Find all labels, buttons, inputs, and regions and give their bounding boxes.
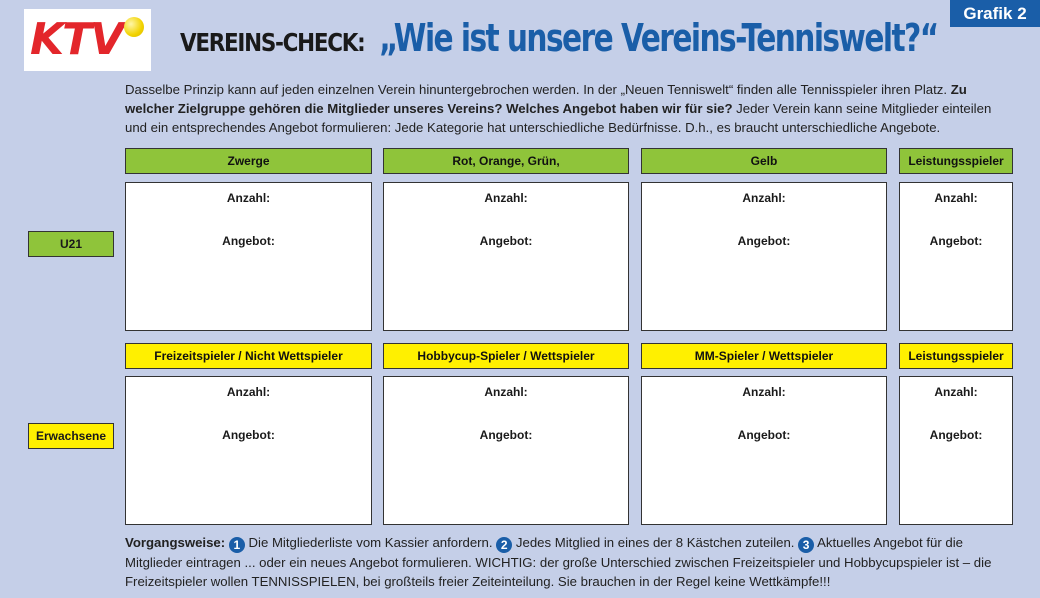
offer-label: Angebot: xyxy=(479,428,533,442)
page-title xyxy=(180,16,960,68)
box-u21-gelb[interactable] xyxy=(641,182,887,331)
count-label: Anzahl: xyxy=(484,191,528,205)
title-prefix: VEREINS-CHECK: xyxy=(180,28,365,57)
intro-question: Zu welcher Zielgruppe gehören die Mitglieder unseres Vereins? Welches Angebot haben wir für sie? xyxy=(125,82,967,116)
procedure-label: Vorgangsweise: xyxy=(125,535,226,550)
count-label: Anzahl: xyxy=(226,385,271,399)
box-erwachsene-mm-spieler[interactable] xyxy=(641,376,887,525)
offer-label: Angebot: xyxy=(929,428,983,442)
header-freizeitspieler: Freizeitspieler / Nicht Wettspieler xyxy=(125,343,372,369)
header-leistungsspieler-erwachsene: Leistungsspieler xyxy=(899,343,1013,369)
header-hobbycup-spieler: Hobbycup-Spieler / Wettspieler xyxy=(383,343,629,369)
row-label-erwachsene: Erwachsene xyxy=(28,423,114,449)
box-erwachsene-freizeitspieler[interactable] xyxy=(125,376,372,525)
count-label: Anzahl: xyxy=(484,385,528,399)
intro-line1: Dasselbe Prinzip kann auf jeden einzelnen Verein hinuntergebrochen werden. In der „Neuen Tenniswelt“ finden alle Tennisspieler ihren Platz. xyxy=(125,82,948,97)
tennis-ball-icon xyxy=(124,17,144,37)
header-leistungsspieler-u21: Leistungsspieler xyxy=(899,148,1013,174)
header-mm-spieler: MM-Spieler / Wettspieler xyxy=(641,343,887,369)
box-u21-leistungsspieler[interactable] xyxy=(899,182,1013,331)
count-label: Anzahl: xyxy=(742,191,786,205)
intro-text xyxy=(125,80,1015,137)
count-label: Anzahl: xyxy=(934,385,978,399)
header-gelb: Gelb xyxy=(641,148,887,174)
title-main: „Wie ist unsere Vereins-Tenniswelt?“ xyxy=(378,16,938,60)
box-u21-rot-orange-gruen[interactable] xyxy=(383,182,629,331)
step-3-text: Aktuelles Angebot für die Mitglieder eintragen ... oder ein neues Angebot formulieren. WICHTIG: der große Unterschied zwischen Freizeitspieler und Hobbycupspieler ist – die Freizeitspieler wollen TENNISSPIELEN, bei großteils freier Zeiteinteilung. Sie brauchen in der Regel keine Wettkämpfe!!! xyxy=(125,535,992,589)
step-3-icon: 3 xyxy=(798,537,814,553)
row-label-u21: U21 xyxy=(28,231,114,257)
count-label: Anzahl: xyxy=(742,385,786,399)
ktv-logo xyxy=(24,9,151,71)
step-1-text: Die Mitgliederliste vom Kassier anfordern. xyxy=(244,535,497,550)
box-u21-zwerge[interactable] xyxy=(125,182,372,331)
procedure-text xyxy=(125,533,1017,591)
logo-text: KTV xyxy=(30,14,123,65)
offer-label: Angebot: xyxy=(737,428,791,442)
header-rot-orange-gruen: Rot, Orange, Grün, xyxy=(383,148,629,174)
step-2-icon: 2 xyxy=(496,537,512,553)
offer-label: Angebot: xyxy=(929,234,983,248)
box-erwachsene-leistungsspieler[interactable] xyxy=(899,376,1013,525)
box-erwachsene-hobbycup[interactable] xyxy=(383,376,629,525)
figure-badge: Grafik 2 xyxy=(950,0,1040,27)
offer-label: Angebot: xyxy=(222,428,275,442)
count-label: Anzahl: xyxy=(226,191,271,205)
offer-label: Angebot: xyxy=(737,234,791,248)
intro-rest: Jeder Verein kann seine Mitglieder einteilen und ein entsprechendes Angebot formulieren: Jede Kategorie hat unterschiedliche Bedürfnisse. D.h., es braucht unterschiedliche Angebote. xyxy=(125,101,992,135)
count-label: Anzahl: xyxy=(934,191,978,205)
offer-label: Angebot: xyxy=(479,234,533,248)
header-zwerge: Zwerge xyxy=(125,148,372,174)
step-2-text: Jedes Mitglied in eines der 8 Kästchen zuteilen. xyxy=(512,535,799,550)
step-1-icon: 1 xyxy=(229,537,245,553)
offer-label: Angebot: xyxy=(222,234,275,248)
